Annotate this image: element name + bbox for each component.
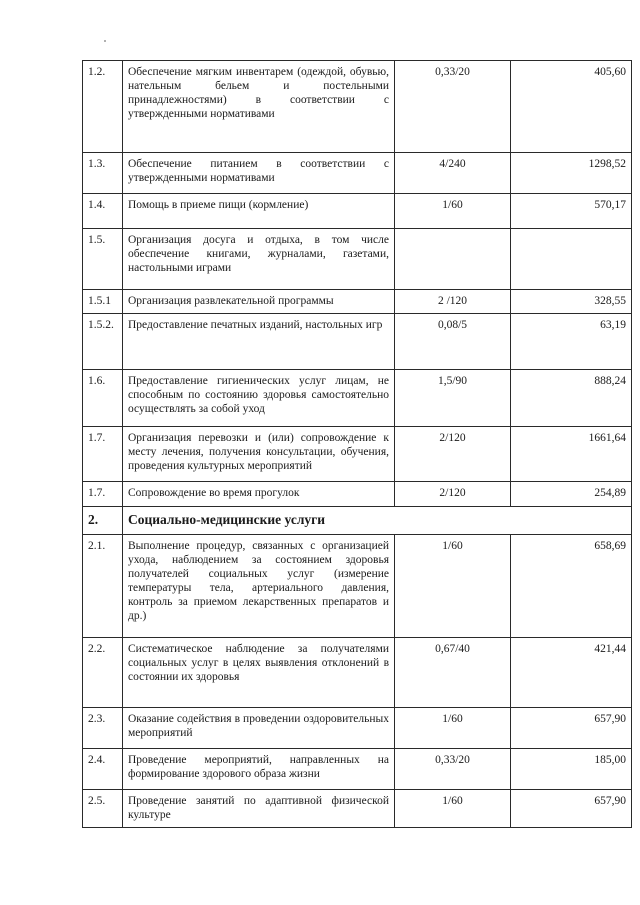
service-price: 63,19 <box>511 314 632 370</box>
service-description: Выполнение процедур, связанных с организацией ухода, наблюдением за состоянием здоровья получателей социальных услуг (измерение температуры тела, артериального давления, контроль за приемом лекарственных препаратов и др.) <box>123 535 395 638</box>
service-price: 421,44 <box>511 638 632 708</box>
service-description: Обеспечение мягким инвентарем (одеждой, обувью, нательным бельем и постельными принадлежностями) в соответствии с утвержденными нормативами <box>123 61 395 153</box>
row-number: 1.4. <box>83 194 123 229</box>
service-description: Организация развлекательной программы <box>123 290 395 314</box>
section-number: 2. <box>83 507 123 535</box>
table-row <box>83 535 632 638</box>
table-row <box>83 290 632 314</box>
time-norm: 4/240 <box>395 153 511 194</box>
service-description: Помощь в приеме пищи (кормление) <box>123 194 395 229</box>
table-row <box>83 194 632 229</box>
time-norm: 0,08/5 <box>395 314 511 370</box>
row-number: 1.7. <box>83 482 123 507</box>
service-description: Предоставление печатных изданий, настольных игр <box>123 314 395 370</box>
time-norm <box>395 229 511 290</box>
time-norm: 1/60 <box>395 790 511 828</box>
time-norm: 0,33/20 <box>395 749 511 790</box>
scan-speck <box>104 40 106 42</box>
table-row <box>83 427 632 482</box>
service-price <box>511 229 632 290</box>
service-description: Проведение занятий по адаптивной физической культуре <box>123 790 395 828</box>
row-number: 1.3. <box>83 153 123 194</box>
table-row <box>83 370 632 427</box>
row-number: 1.2. <box>83 61 123 153</box>
table-row <box>83 638 632 708</box>
time-norm: 0,33/20 <box>395 61 511 153</box>
service-description: Организация досуга и отдыха, в том числе обеспечение книгами, журналами, газетами, настольными играми <box>123 229 395 290</box>
section-title: Социально-медицинские услуги <box>123 507 632 535</box>
row-number: 1.5.2. <box>83 314 123 370</box>
time-norm: 0,67/40 <box>395 638 511 708</box>
time-norm: 1/60 <box>395 535 511 638</box>
time-norm: 2 /120 <box>395 290 511 314</box>
service-price: 658,69 <box>511 535 632 638</box>
service-price: 657,90 <box>511 708 632 749</box>
section-header-row <box>83 507 632 535</box>
row-number: 2.2. <box>83 638 123 708</box>
service-description: Оказание содействия в проведении оздоровительных мероприятий <box>123 708 395 749</box>
table-row <box>83 229 632 290</box>
service-price: 328,55 <box>511 290 632 314</box>
service-price: 1661,64 <box>511 427 632 482</box>
table-row <box>83 314 632 370</box>
service-price: 254,89 <box>511 482 632 507</box>
service-price: 888,24 <box>511 370 632 427</box>
table-row <box>83 790 632 828</box>
service-description: Проведение мероприятий, направленных на формирование здорового образа жизни <box>123 749 395 790</box>
table-row <box>83 749 632 790</box>
row-number: 1.5.1 <box>83 290 123 314</box>
row-number: 1.5. <box>83 229 123 290</box>
service-price: 570,17 <box>511 194 632 229</box>
row-number: 1.7. <box>83 427 123 482</box>
service-description: Предоставление гигиенических услуг лицам, не способным по состоянию здоровья самостоятельно осуществлять за собой уход <box>123 370 395 427</box>
row-number: 2.3. <box>83 708 123 749</box>
table-row <box>83 708 632 749</box>
table-row <box>83 61 632 153</box>
service-description: Сопровождение во время прогулок <box>123 482 395 507</box>
row-number: 2.4. <box>83 749 123 790</box>
table-row <box>83 482 632 507</box>
time-norm: 1/60 <box>395 708 511 749</box>
service-price: 1298,52 <box>511 153 632 194</box>
service-price: 185,00 <box>511 749 632 790</box>
row-number: 1.6. <box>83 370 123 427</box>
row-number: 2.5. <box>83 790 123 828</box>
service-description: Систематическое наблюдение за получателями социальных услуг в целях выявления отклонений в состоянии их здоровья <box>123 638 395 708</box>
row-number: 2.1. <box>83 535 123 638</box>
service-description: Обеспечение питанием в соответствии с утвержденными нормативами <box>123 153 395 194</box>
service-price: 405,60 <box>511 61 632 153</box>
table-row <box>83 153 632 194</box>
services-table <box>82 60 632 828</box>
time-norm: 1/60 <box>395 194 511 229</box>
service-description: Организация перевозки и (или) сопровождение к месту лечения, получения консультации, обучения, проведения культурных мероприятий <box>123 427 395 482</box>
time-norm: 2/120 <box>395 482 511 507</box>
service-price: 657,90 <box>511 790 632 828</box>
time-norm: 1,5/90 <box>395 370 511 427</box>
time-norm: 2/120 <box>395 427 511 482</box>
